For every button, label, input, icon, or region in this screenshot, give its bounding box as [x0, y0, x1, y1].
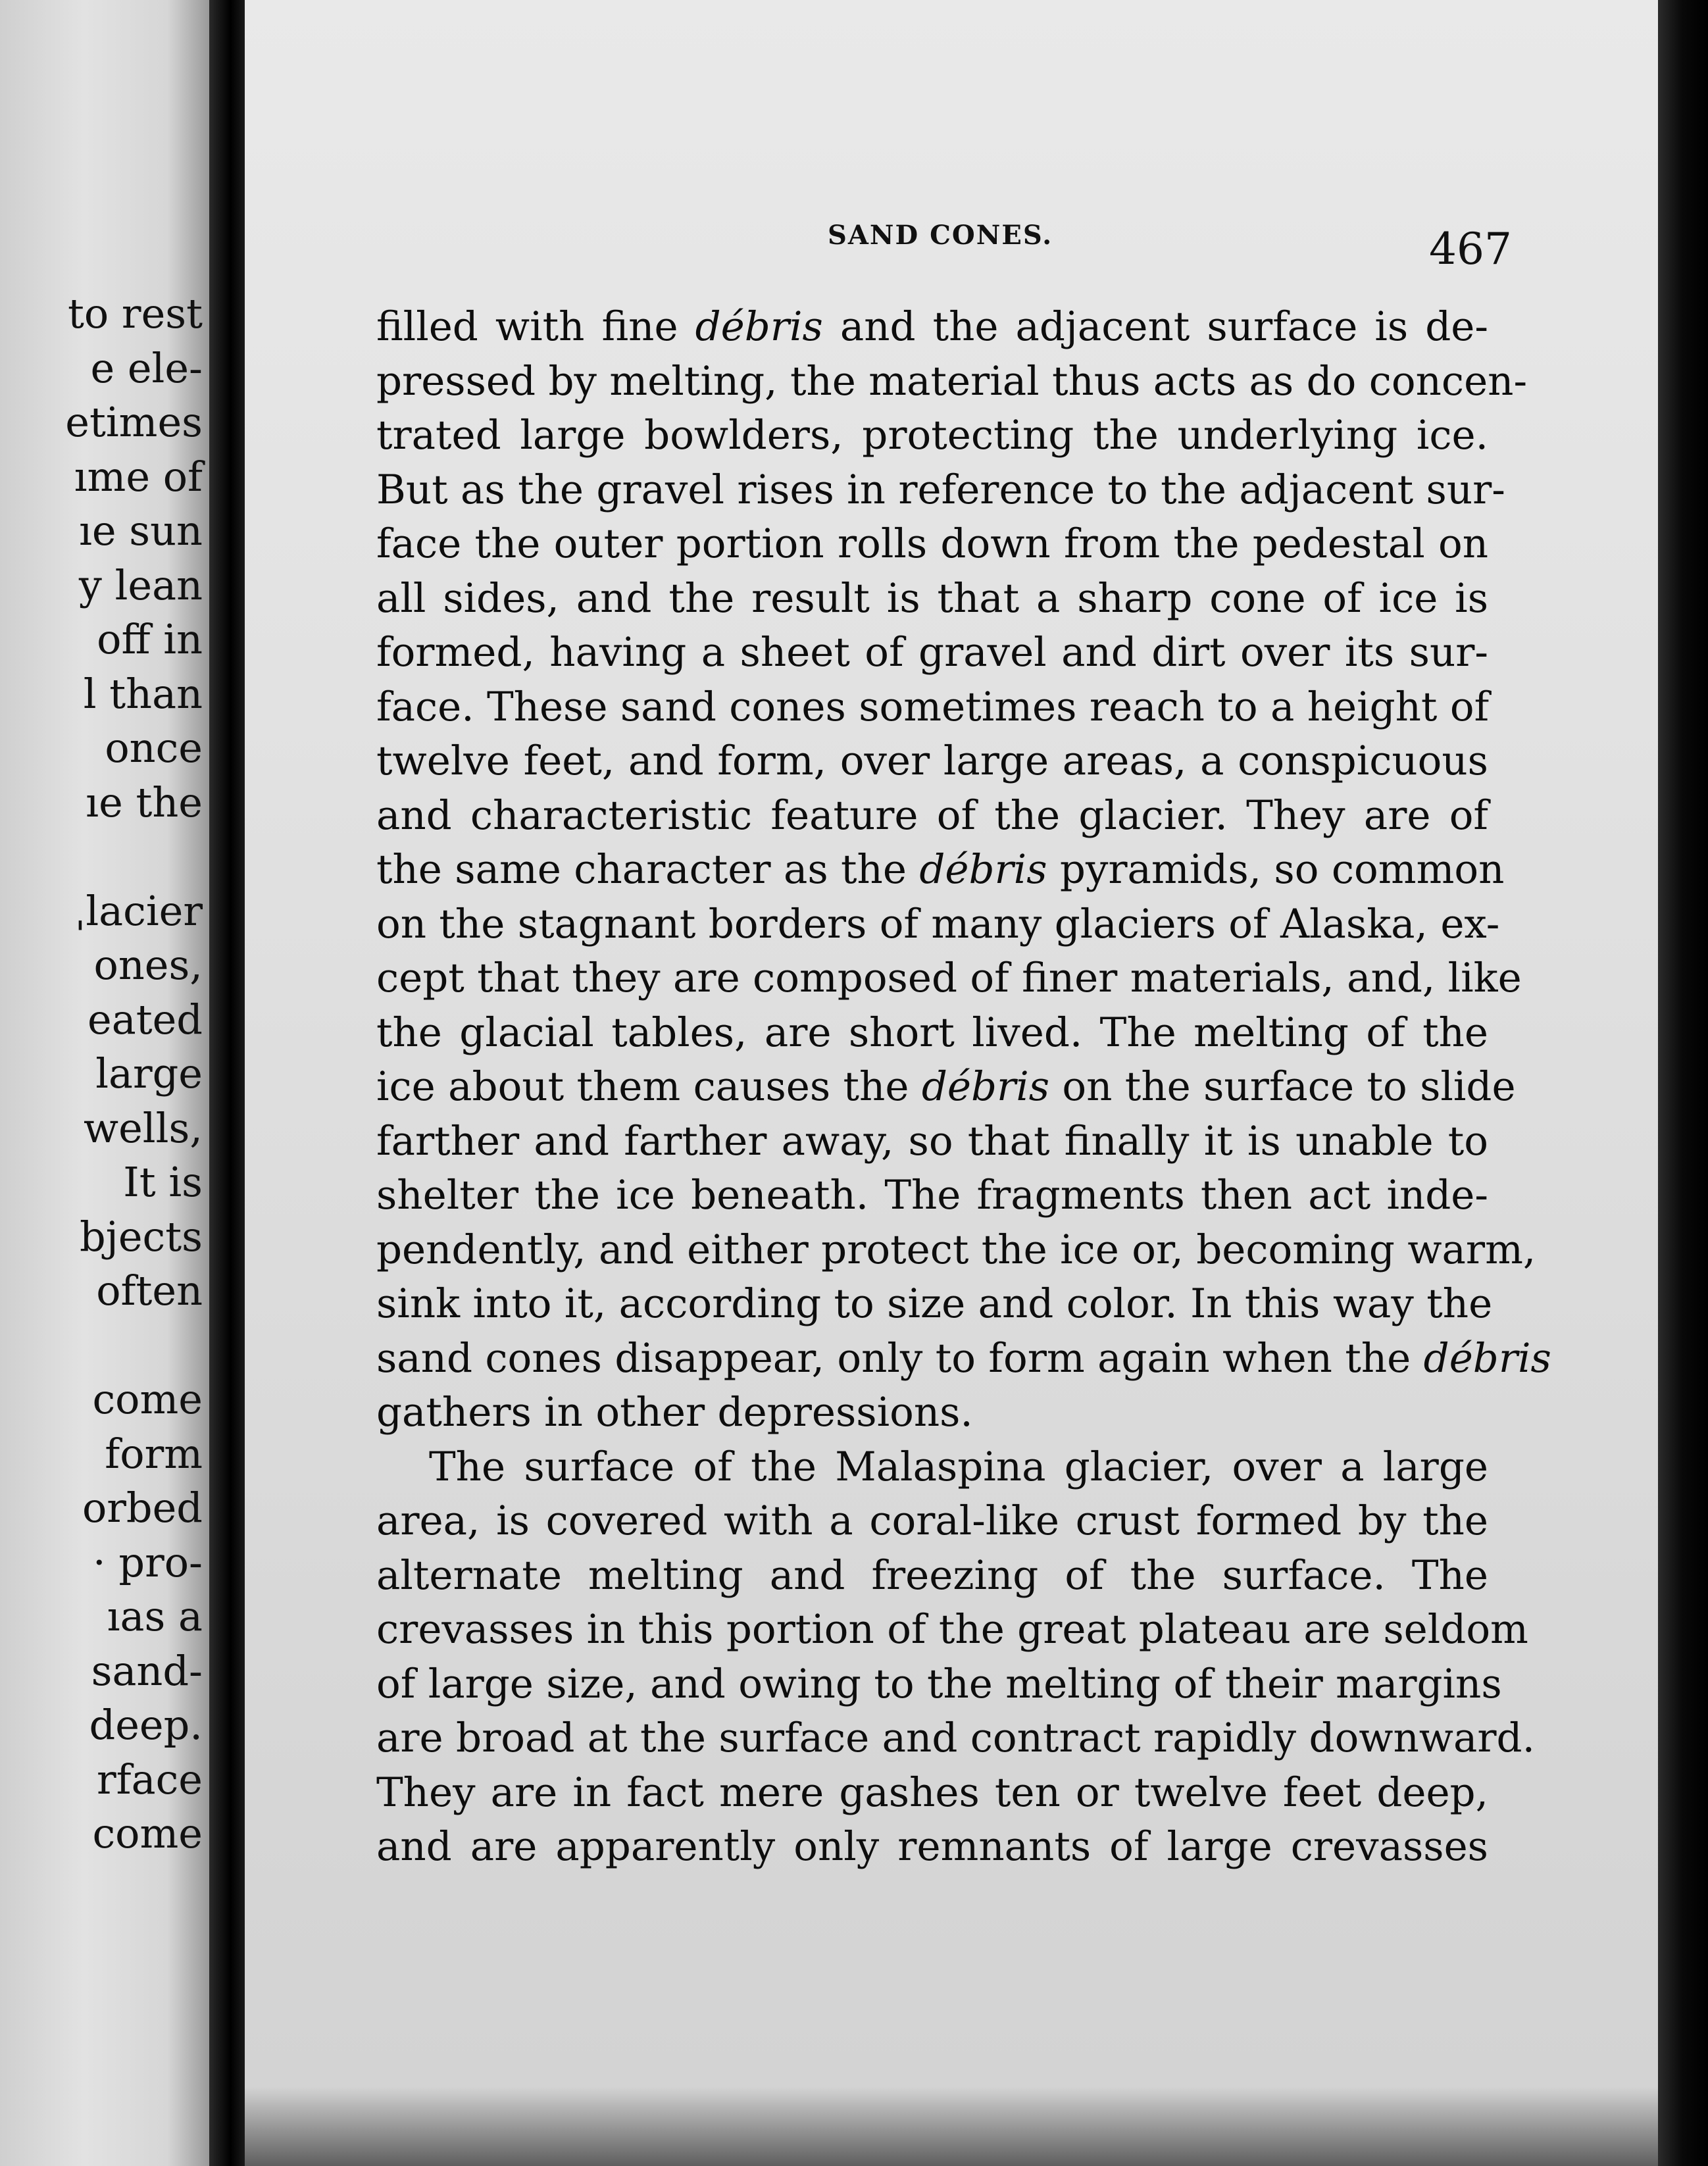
text-line [376, 1060, 1516, 1115]
book-gutter [209, 0, 245, 2166]
text-run: are broad at the surface and contract rapidly downward. [376, 1715, 1535, 1761]
facing-page-line: ones, [93, 941, 203, 989]
text-run: and characteristic feature of the glacier. They are of [376, 792, 1488, 839]
facing-page-line: rface [97, 1755, 203, 1803]
text-run: and the adjacent surface is de- [822, 303, 1488, 350]
facing-page-line: deep. [89, 1701, 203, 1749]
text-run: on the stagnant borders of many glaciers of Alaska, ex- [376, 900, 1500, 947]
facing-page-line: ıas a [107, 1592, 203, 1640]
facing-page-line: off in [97, 615, 203, 663]
page-edge-shadow [1658, 0, 1708, 2166]
facing-page-line: often [96, 1267, 203, 1315]
facing-page-line: come [92, 1809, 203, 1857]
text-run: sand cones disappear, only to form again when the [376, 1334, 1424, 1382]
text-line [376, 1657, 1502, 1712]
text-line [376, 626, 1488, 680]
text-run: cept that they are composed of finer materials, and, like [376, 955, 1522, 1001]
page-bottom-shadow [245, 2087, 1658, 2166]
italic-term: débris [695, 303, 823, 350]
text-line [376, 1766, 1488, 1821]
text-line [376, 789, 1488, 844]
facing-page-line: y lean [78, 561, 203, 609]
text-run: sink into it, according to size and color. In this way the [376, 1280, 1493, 1327]
text-line [376, 897, 1500, 952]
facing-page-fragment [0, 0, 209, 2166]
text-line [376, 1223, 1536, 1278]
text-run: shelter the ice beneath. The fragments then act inde- [376, 1172, 1488, 1219]
text-run: pressed by melting, the material thus acts as do concen- [376, 357, 1528, 405]
text-run: all sides, and the result is that a sharp cone of ice is [376, 574, 1488, 622]
facing-page-line: eated [88, 995, 203, 1044]
text-run: the glacial tables, are short lived. The melting of the [376, 1009, 1488, 1056]
facing-page-line: e ele- [90, 343, 203, 392]
text-run: and are apparently only remnants of large crevasses [376, 1823, 1488, 1870]
facing-page-line: ıme of [74, 452, 203, 501]
body-text [376, 300, 1551, 1875]
italic-term: débris [1423, 1334, 1551, 1382]
text-run: alternate melting and freezing of the surface. The [376, 1551, 1488, 1599]
text-run: pendently, and either protect the ice or, becoming warm, [376, 1226, 1536, 1273]
facing-page-line: l than [83, 669, 203, 718]
facing-page-line: sand- [91, 1646, 203, 1695]
text-line [376, 1549, 1488, 1603]
facing-page-line: once [105, 724, 203, 772]
text-run: ice about them causes the [376, 1063, 922, 1110]
italic-term: débris [919, 846, 1047, 893]
text-line [376, 680, 1488, 735]
running-head: SAND CONES. [828, 220, 1053, 251]
text-line [376, 463, 1505, 518]
facing-page-line: ıe the [86, 778, 203, 826]
text-line [376, 1332, 1551, 1386]
text-run: the same character as the [376, 846, 920, 893]
facing-page-line: wells, [84, 1103, 203, 1152]
text-run: They are in fact mere gashes ten or twelve feet deep, [376, 1769, 1488, 1816]
text-run: The surface of the Malaspina glacier, over a large [429, 1443, 1488, 1490]
text-run: face the outer portion rolls down from the pedestal on [376, 520, 1488, 567]
facing-page-line: to rest [67, 290, 203, 338]
facing-page-line: form [105, 1429, 203, 1478]
facing-page-line: orbed [82, 1484, 203, 1532]
facing-page-line: large [95, 1049, 203, 1097]
text-run: formed, having a sheet of gravel and dirt over its sur- [376, 629, 1488, 676]
text-line [376, 1169, 1488, 1223]
text-run: filled with fine [376, 303, 695, 350]
text-line [376, 517, 1488, 572]
text-line [376, 1603, 1528, 1657]
text-run: crevasses in this portion of the great plateau are seldom [376, 1606, 1528, 1653]
text-line [376, 843, 1505, 897]
facing-page-line: come [92, 1375, 203, 1423]
text-run: area, is covered with a coral-like crust formed by the [376, 1498, 1488, 1544]
text-line [376, 1115, 1488, 1169]
text-line [376, 1006, 1488, 1061]
text-line [376, 1494, 1488, 1549]
text-line [376, 409, 1488, 463]
text-line [376, 734, 1488, 789]
text-run: gathers in other depressions. [376, 1389, 973, 1436]
text-run: trated large bowlders, protecting the underlying ice. [376, 412, 1488, 459]
text-line [376, 1820, 1488, 1875]
text-run: on the surface to slide [1049, 1063, 1516, 1110]
italic-term: débris [921, 1063, 1050, 1110]
facing-page-line: · pro- [92, 1538, 203, 1586]
facing-page-line: ıe sun [79, 507, 203, 555]
text-line [376, 951, 1522, 1006]
facing-page-line: ˌlacier [74, 886, 203, 935]
text-line [376, 355, 1528, 409]
text-line [376, 1440, 1488, 1495]
text-line [376, 1277, 1493, 1332]
facing-page-line: bjects [79, 1212, 203, 1261]
facing-page-line: etimes [65, 398, 203, 446]
facing-page-line: It is [123, 1158, 203, 1206]
text-run: pyramids, so common [1047, 846, 1505, 893]
text-run: farther and farther away, so that finally it is unable to [376, 1117, 1488, 1165]
text-line [376, 1386, 1488, 1440]
text-line [376, 1711, 1535, 1766]
text-run: face. These sand cones sometimes reach to a height of [376, 683, 1490, 730]
text-line [376, 300, 1488, 355]
text-run: But as the gravel rises in reference to the adjacent sur- [376, 466, 1505, 513]
page-number: 467 [1429, 224, 1512, 274]
text-run: of large size, and owing to the melting of their margins [376, 1660, 1502, 1707]
text-line [376, 572, 1488, 626]
text-run: twelve feet, and form, over large areas, a conspicuous [376, 738, 1488, 784]
